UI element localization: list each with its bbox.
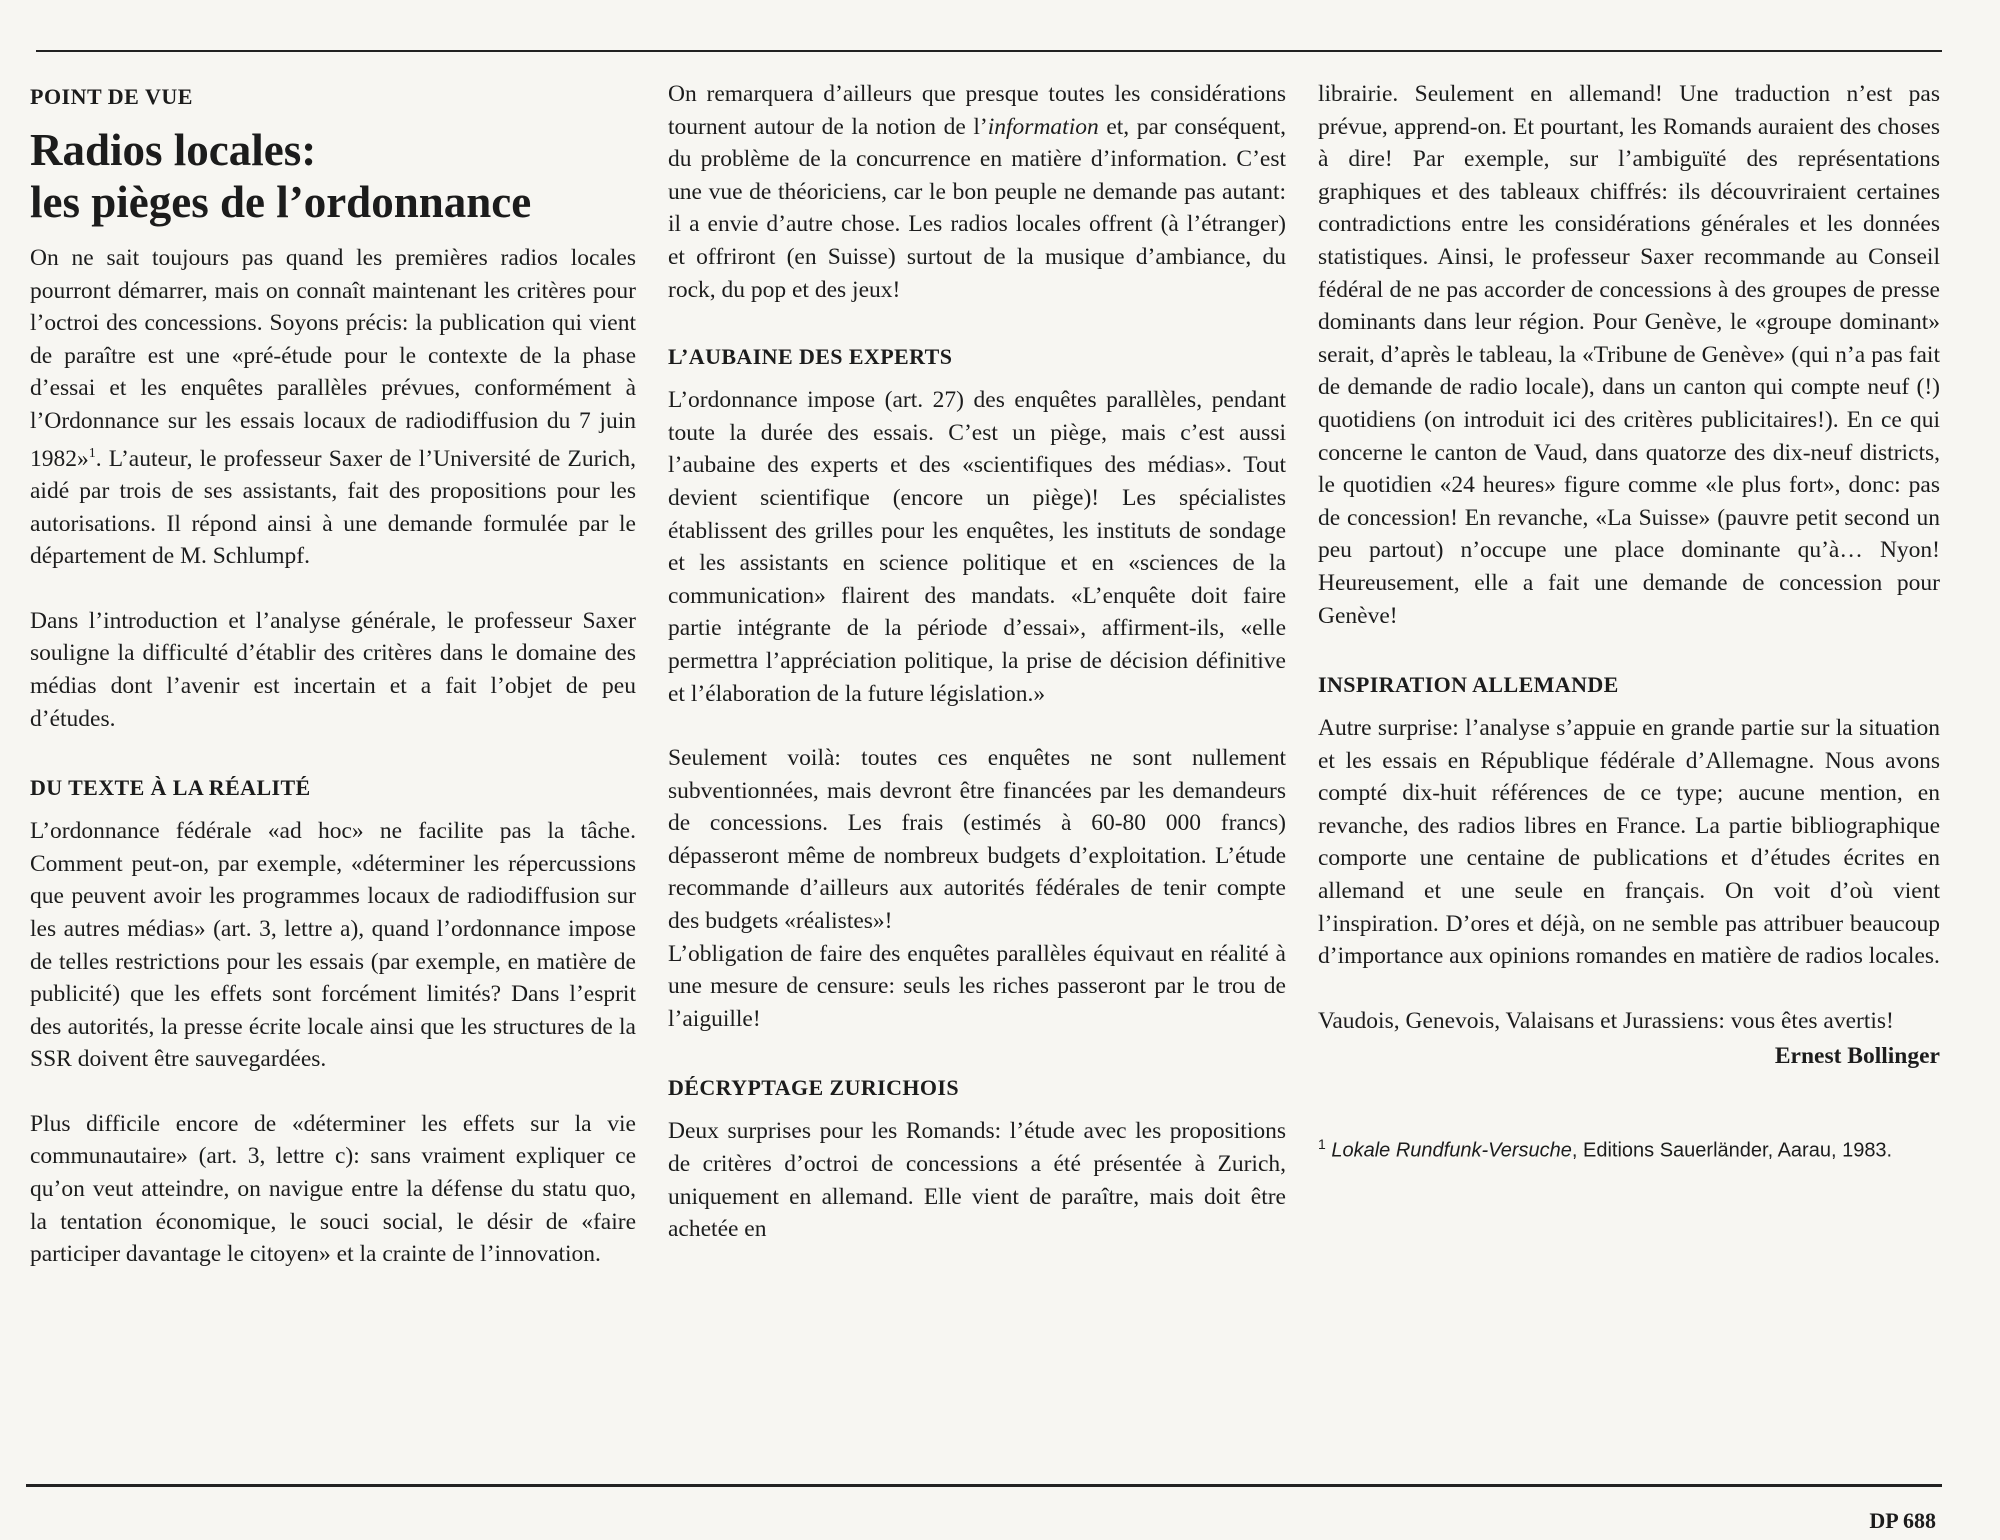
- paragraph-text: On ne sait toujours pas quand les premières radios locales pourront démarrer, mais on connaît maintenant les critères pour l’octroi des concessions. Soyons précis: la publication qui vient de paraître est une «pré-étude pour le contexte de la phase d’essai et les enquêtes parallèles prévues, conformément à l’Ordonnance sur les essais locaux de radiodiffusion du 7 juin 1982»: [30, 245, 636, 472]
- paragraph-text: et, par conséquent, du problème de la concurrence en matière d’information. C’est une vue de théoriciens, car le bon peuple ne demande pas autant: il a envie d’autre chose. Les radios locales offrent (à l’étranger) et offriront (en Suisse) surtout de la musique d’ambiance, du rock, du pop et des jeux!: [668, 113, 1286, 303]
- paragraph: L’obligation de faire des enquêtes parallèles équivaut en réalité à une mesure de censure: seuls les riches passeront par le trou de l’aiguille!: [668, 940, 1286, 1032]
- emphasis: information: [987, 113, 1099, 140]
- paragraph: L’ordonnance fédérale «ad hoc» ne facilite pas la tâche. Comment peut-on, par exemple, «déterminer les répercussions que peuvent avoir les programmes locaux de radiodiffusion sur les autres médias» (art. 3, lettre a), quand l’ordonnance impose de telles restrictions pour les essais (par exemple, en matière de publicité) que les effets sont forcément limités? Dans l’esprit des autorités, la presse écrite locale ainsi que les structures de la SSR doivent être sauvegardées.: [30, 818, 636, 1073]
- page-number: DP 688: [1869, 1508, 1936, 1533]
- top-rule: [36, 50, 1942, 52]
- article-title: [30, 124, 636, 228]
- paragraph: Deux surprises pour les Romands: l’étude avec les propositions de critères d’octroi de concessions a été présentée à Zurich, uniquement en allemand. Elle vient de paraître, mais doit être achetée en: [668, 1118, 1286, 1243]
- title-line-2: les pièges de l’ordonnance: [30, 177, 532, 227]
- paragraph-text: . L’auteur, le professeur Saxer de l’Université de Zurich, aidé par trois de ses assistants, fait des propositions pour les autorisations. Il répond ainsi à une demande formulée par le département de M. Schlumpf.: [30, 445, 636, 570]
- footnote-title: Lokale Rundfunk-Versuche: [1331, 1140, 1572, 1163]
- column-2: [668, 78, 1286, 1246]
- footnote-text: , Editions Sauerländer, Aarau, 1983.: [1571, 1140, 1893, 1163]
- paragraph: L’ordonnance impose (art. 27) des enquêtes parallèles, pendant toute la durée des essais. C’est un piège, mais c’est aussi l’aubaine des experts et des «scientifiques des médias». Tout devient scientifique (encore un piège)! Les spécialistes établissent des grilles pour les enquêtes, les instituts de sondage et les assistants en science politique et en «sciences de la communication» flairent des mandats. «L’enquête doit faire partie intégrante de la période d’essai», affirment-ils, «elle permettra l’appréciation politique, la prise de décision définitive et l’élaboration de la future législation.»: [668, 387, 1286, 707]
- subheading: L’AUBAINE DES EXPERTS: [668, 344, 953, 370]
- author-signature: Ernest Bollinger: [1774, 1043, 1940, 1070]
- paragraph-text: On remarquera d’ailleurs que presque toutes les considérations tournent autour de la notion de l’: [668, 81, 1286, 140]
- paragraph: Dans l’introduction et l’analyse générale, le professeur Saxer souligne la difficulté d’établir des critères dans le domaine des médias dont l’avenir est incertain et a fait l’objet de peu d’études.: [30, 607, 636, 732]
- bottom-rule: [26, 1484, 1942, 1487]
- paragraph: [668, 78, 1286, 306]
- column-3: [1318, 78, 1940, 1166]
- subheading: INSPIRATION ALLEMANDE: [1318, 672, 1619, 698]
- section-kicker: POINT DE VUE: [30, 84, 193, 109]
- paragraph: Seulement voilà: toutes ces enquêtes ne sont nullement subventionnées, mais devront être financées par les demandeurs de concessions. Les frais (estimés à 60-80 000 francs) dépasseront même de nombreux budgets d’exploitation. L’étude recommande d’ailleurs aux autorités fédérales de tenir compte des budgets «réalistes»!: [668, 745, 1286, 935]
- footnote: [1318, 1130, 1940, 1166]
- paragraph: Vaudois, Genevois, Valaisans et Jurassiens: vous êtes avertis!: [1318, 1007, 1894, 1034]
- paragraph: [30, 242, 636, 573]
- paragraph: Autre surprise: l’analyse s’appuie en grande partie sur la situation et les essais en République fédérale d’Allemagne. Nous avons compté dix-huit références de ce type; aucune mention, en revanche, des radios libres en France. La partie bibliographique comporte une centaine de publications et d’études écrites en allemand et une seule en français. On voit d’où vient l’inspiration. D’ores et déjà, on ne semble pas attribuer beaucoup d’importance aux opinions romandes en matière de radios locales.: [1318, 715, 1940, 970]
- paragraph: librairie. Seulement en allemand! Une traduction n’est pas prévue, apprend-on. Et pourtant, les Romands auraient des choses à dire! Par exemple, sur l’ambiguïté des représentations graphiques et des tableaux chiffrés: ils découvriraient certaines contradictions entre les considérations générales et les données statistiques. Ainsi, le professeur Saxer recommande au Conseil fédéral de ne pas accorder de concessions à des groupes de presse dominants dans leur région. Pour Genève, le «groupe dominant» serait, d’après le tableau, la «Tribune de Genève» (qui n’a pas fait de demande de radio locale), dans un canton qui compte neuf (!) quotidiens (on introduit ici des critères publicitaires!). En ce qui concerne le canton de Vaud, dans quatorze des dix-neuf districts, le quotidien «24 heures» figure comme «le plus fort», donc: pas de concession! En revanche, «La Suisse» (pauvre petit second un peu partout) n’occupe une place dominante qu’à… Nyon! Heureusement, elle a fait une demande de concession pour Genève!: [1318, 81, 1940, 629]
- paragraph: Plus difficile encore de «déterminer les effets sur la vie communautaire» (art. 3, lettre c): sans vraiment expliquer ce qu’on veut atteindre, on navigue entre la défense du statu quo, la tentation économique, le souci social, le désir de «faire participer davantage le citoyen» et la crainte de l’innovation.: [30, 1110, 636, 1268]
- column-1: [30, 78, 636, 1271]
- footnote-number: 1: [1318, 1136, 1326, 1153]
- footnote-ref: 1: [88, 445, 96, 461]
- title-line-1: Radios locales:: [30, 125, 317, 175]
- subheading: DÉCRYPTAGE ZURICHOIS: [668, 1075, 960, 1101]
- subheading: DU TEXTE À LA RÉALITÉ: [30, 775, 311, 801]
